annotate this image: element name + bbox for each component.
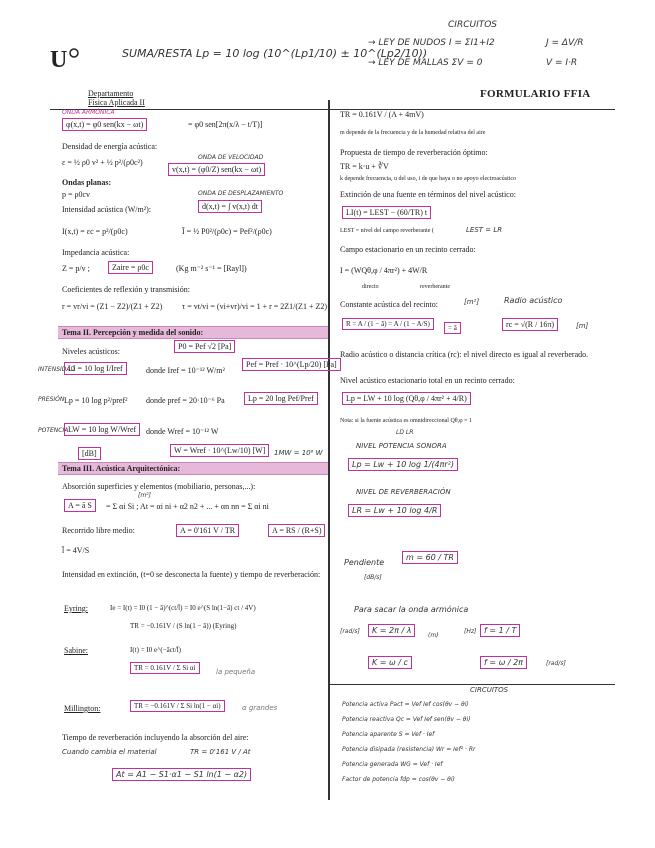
recorrido-equation: l̄ = 4V/S <box>62 546 90 555</box>
armonica-title: Para sacar la onda armónica <box>354 605 469 614</box>
aire-at-box: At = A1 − S1·α1 − S1 ln(1 − α2) <box>112 768 251 781</box>
formulario-page <box>38 40 615 808</box>
densidad-equation: ε = ½ ρ0 v² + ½ p²/(ρ0c²) <box>62 158 143 167</box>
intensidad-eq: I(x,t) = εc = p²/(ρ0c) <box>62 227 128 236</box>
nivel-estacionario-title: Nivel acústico estacionario total en un recinto cerrado: <box>340 376 515 385</box>
li-donde: donde Iref = 10⁻¹² W/m² <box>146 366 225 375</box>
extincion-equation-box: LI(t) = LEST − (60/TR) t <box>342 206 431 219</box>
f-units: [Hz] <box>464 628 477 635</box>
constante-box: R = A / (1 − ā) = A / (1 − A/S) <box>342 318 434 330</box>
extincion-fuente-title: Extinción de una fuente en términos del nivel acústico: <box>340 190 516 199</box>
intensidad-level-note: INTENSIDAD <box>38 366 76 373</box>
aire-equation: TR = 0'161 V / At <box>190 748 251 756</box>
pef-box: Pef = Pref · 10^(Lp/20) [Pa] <box>242 358 341 371</box>
k-omega-box: K = ω / c <box>368 656 412 669</box>
propuesta-note: k depende frecuencia, u del uso, i de que haya o no apoyo electroacústico <box>340 176 517 182</box>
top-ohm-voltage: V = I·R <box>546 58 578 68</box>
absorcion-units: [m²] <box>138 492 151 499</box>
eyring-intensity: Ie = I(t) = I0 (1 − ā)^(ct/l̄) = I0 e^(S ln(1−ā) ct / 4V) <box>110 604 256 612</box>
aire-title: Tiempo de reverberación incluyendo la absorción del aire: <box>62 733 249 742</box>
constante-alpha-box: = ā <box>444 322 461 334</box>
millington-note: α grandes <box>242 704 278 712</box>
top-sum-formula: SUMA/RESTA Lp = 10 log (10^(Lp1/10) ± 10^(Lp2/10)) <box>122 47 428 60</box>
wave-equation-alt: = φ0 sen[2π(x/λ − t/T)] <box>188 120 263 129</box>
onda-armonica-note: ONDA ARMÓNICA <box>62 109 115 116</box>
intensidad-eq-avg: Ī = ½ P0²/(ρ0c) = Pef²/(ρ0c) <box>182 227 272 236</box>
ld-lr-note: LD LR <box>396 429 414 436</box>
lp-box: Lp = 20 log Pef/Pref <box>244 392 318 405</box>
header-rule <box>50 109 615 110</box>
onda-velocidad-note: ONDA DE VELOCIDAD <box>198 154 264 161</box>
aire-note: Cuando cambia el material <box>62 748 157 756</box>
k-units: [rad/s] <box>340 628 360 635</box>
factor-potencia: Factor de potencia fdp = cos(θv − θi) <box>342 776 455 783</box>
university-logo <box>50 45 80 71</box>
lp-directo-box: Lp = Lw + 10 log 1/(4πr²) <box>348 458 458 471</box>
wave-equation-box: φ(x,t) = φ0 sen(kx − ωt) <box>62 118 147 131</box>
millington-tr-box: TR = −0.161V / Σ Si ln(1 − αi) <box>130 700 225 712</box>
campo-title: Campo estacionario en un recinto cerrado: <box>340 245 476 254</box>
eyring-label: Eyring: <box>64 604 88 613</box>
presion-level-note: PRESIÓN <box>38 396 65 403</box>
displacement-box: d(x,t) = ∫ v(x,t) dt <box>198 200 262 213</box>
potencia-amplitude-box: P0 = Pef √2 [Pa] <box>174 340 235 353</box>
column-divider <box>328 100 330 800</box>
densidad-title: Densidad de energía acústica: <box>62 142 158 151</box>
f-period-box: f = 1 / T <box>480 624 520 637</box>
lr-box: LR = Lw + 10 log 4/R <box>348 504 441 517</box>
eyring-tr: TR = −0.161V / (S ln(1 − ā)) (Eyring) <box>130 622 237 630</box>
velocity-wave-box: v(x,t) = (φ0/Z) sen(kx − ωt) <box>168 163 265 176</box>
coef-transmision: τ = vt/vi = (vi+vr)/vi = 1 + r = 2Z1/(Z1 + Z2) <box>182 302 327 311</box>
lw-equation: LW = 10 log W/Wref <box>64 423 140 436</box>
absorcion-title: Absorción superficies y elementos (mobiliario, personas,...): <box>62 482 256 491</box>
nivel-potencia-note: NIVEL POTENCIA SONORA <box>356 442 447 450</box>
extincion-note: LEST = nivel del campo reverberante ( <box>340 228 434 234</box>
tema-3-header: Tema III. Acústica Arquitectónica: <box>58 462 328 475</box>
coeficientes-title: Coeficientes de reflexión y transmisión: <box>62 285 190 294</box>
absorcion-equation: = Σ αi Si ; At = αi ni + α2 n2 + ... + αn nn = Σ αi ni <box>106 502 269 511</box>
top-circuitos-title: CIRCUITOS <box>448 20 498 30</box>
tema-2-header: Tema II. Percepción y medida del sonido: <box>58 326 328 339</box>
top-ohm-current: J = ΔV/R <box>546 38 584 48</box>
absorcion-tr-box: A = 0'161 V / TR <box>176 524 239 537</box>
absorcion-r-box: A = RS / (R+S) <box>268 524 325 537</box>
ondas-planas-title: Ondas planas: <box>62 178 112 187</box>
tr-air-equation: TR = 0.161V / (A + 4mV) <box>340 110 424 119</box>
megawatt-note: 1MW = 10⁶ W <box>274 449 323 457</box>
potencia-disipada: Potencia disipada (resistencia) Wr = Ief² · Rr <box>342 746 476 753</box>
recorrido-title: Recorrido libre medio: <box>62 526 135 535</box>
absorcion-box: A = ā S <box>64 499 96 512</box>
potencia-aparente: Potencia aparente S = Vef · Ief <box>342 731 435 738</box>
k-lambda-box: K = 2π / λ <box>368 624 415 637</box>
top-kirchhoff-mallas: → LEY DE MALLAS ΣV = 0 <box>368 58 483 68</box>
niveles-title: Niveles acústicos: <box>62 347 120 356</box>
propuesta-title: Propuesta de tiempo de reverberación óptimo: <box>340 148 488 157</box>
f-omega-box: f = ω / 2π <box>480 656 527 669</box>
ondas-planas-eq: p = ρ0cv <box>62 190 91 199</box>
millington-label: Millington: <box>64 704 101 713</box>
tr-air-note: m depende de la frecuencia y de la humedad relativa del aire <box>340 130 486 136</box>
impedancia-box: Zaire = ρ0c <box>108 261 153 274</box>
pendiente-units: [dB/s] <box>364 574 382 581</box>
top-kirchhoff-nodos: → LEY DE NUDOS I = ΣI1+I2 <box>368 38 495 48</box>
db-box: [dB] <box>78 447 101 460</box>
sabine-intensity: I(t) = I0 e^(−āct/l̄) <box>130 646 182 654</box>
critical-radius-box: rc = √(R / 16π) <box>502 318 558 331</box>
constante-title: Constante acústica del recinto: <box>340 300 438 309</box>
f-omega-units: [rad/s] <box>546 660 566 667</box>
campo-equation: I = (WQθ,φ / 4πr²) + 4W/R <box>340 266 428 275</box>
potencia-generada: Potencia generada WG = Vef · Ief <box>342 761 443 768</box>
impedancia-title: Impedancia acústica: <box>62 248 130 257</box>
omnidireccional-note: Nota: si la fuente acústica es omnidireccional Qθ,φ = 1 <box>340 418 473 424</box>
lp-equation: Lp = 10 log p²/pref² <box>64 396 128 405</box>
coef-reflexion: r = vr/vi = (Z1 − Z2)/(Z1 + Z2) <box>62 302 163 311</box>
w-box: W = Wref · 10^(Lw/10) [W] <box>170 444 269 457</box>
potencia-level-note: POTENCIA <box>38 427 69 434</box>
critical-radius-units: [m] <box>576 322 589 330</box>
nivel-estacionario-box: Lp = LW + 10 log (Qθ,φ / 4πr² + 4/R) <box>342 392 471 405</box>
impedancia-units: (Kg m⁻² s⁻¹ = [Rayl]) <box>176 264 247 273</box>
pendiente-box: m = 60 / TR <box>402 551 458 564</box>
circuitos-title: CIRCUITOS <box>470 686 509 694</box>
pendiente-label: Pendiente <box>344 558 385 567</box>
lp-donde: donde pref = 20·10⁻⁶ Pa <box>146 396 225 405</box>
campo-directo: directo <box>362 284 379 290</box>
sabine-label: Sabine: <box>64 646 88 655</box>
department-label: Departamento <box>88 89 134 98</box>
lw-donde: donde Wref = 10⁻¹² W <box>146 427 219 436</box>
onda-desplazamiento-note: ONDA DE DESPLAZAMIENTO <box>198 190 284 197</box>
constante-units: [m²] <box>464 298 480 306</box>
circuitos-rule <box>330 684 615 685</box>
radio-acustico-note: Radio acústico <box>504 296 563 305</box>
k-lambda-units: (m) <box>428 632 439 639</box>
department-name: Física Aplicada II <box>88 98 145 107</box>
campo-reverberante: reverberante <box>420 284 450 290</box>
sabine-note: la pequeña <box>216 668 256 676</box>
page-title: FORMULARIO FFIA <box>480 88 591 100</box>
potencia-activa: Potencia activa Pact = Vef Ief cos(θv − θi) <box>342 701 469 708</box>
nivel-reverberacion-note: NIVEL DE REVERBERACIÓN <box>356 488 451 496</box>
li-equation: LI = 10 log I/Iref <box>64 362 127 375</box>
intensidad-title: Intensidad acústica (W/m²): <box>62 205 152 214</box>
potencia-reactiva: Potencia reactiva Qc = Vef Ief sen(θv − θi) <box>342 716 471 723</box>
impedancia-eq: Z = p/v ; <box>62 264 90 273</box>
extincion-title: Intensidad en extinción, (t=0 se desconecta la fuente) y tiempo de reverberación: <box>62 570 321 579</box>
sabine-tr-box: TR = 0.161V / Σ Si αi <box>130 662 200 674</box>
extincion-note-handwritten: LEST = LR <box>466 226 503 234</box>
svg-text:U: U <box>50 47 68 71</box>
radio-acustico-title: Radio acústico o distancia crítica (rc): el nivel directo es igual al reverberado. <box>340 350 589 359</box>
propuesta-equation: TR = k·u + ∛V <box>340 162 389 171</box>
